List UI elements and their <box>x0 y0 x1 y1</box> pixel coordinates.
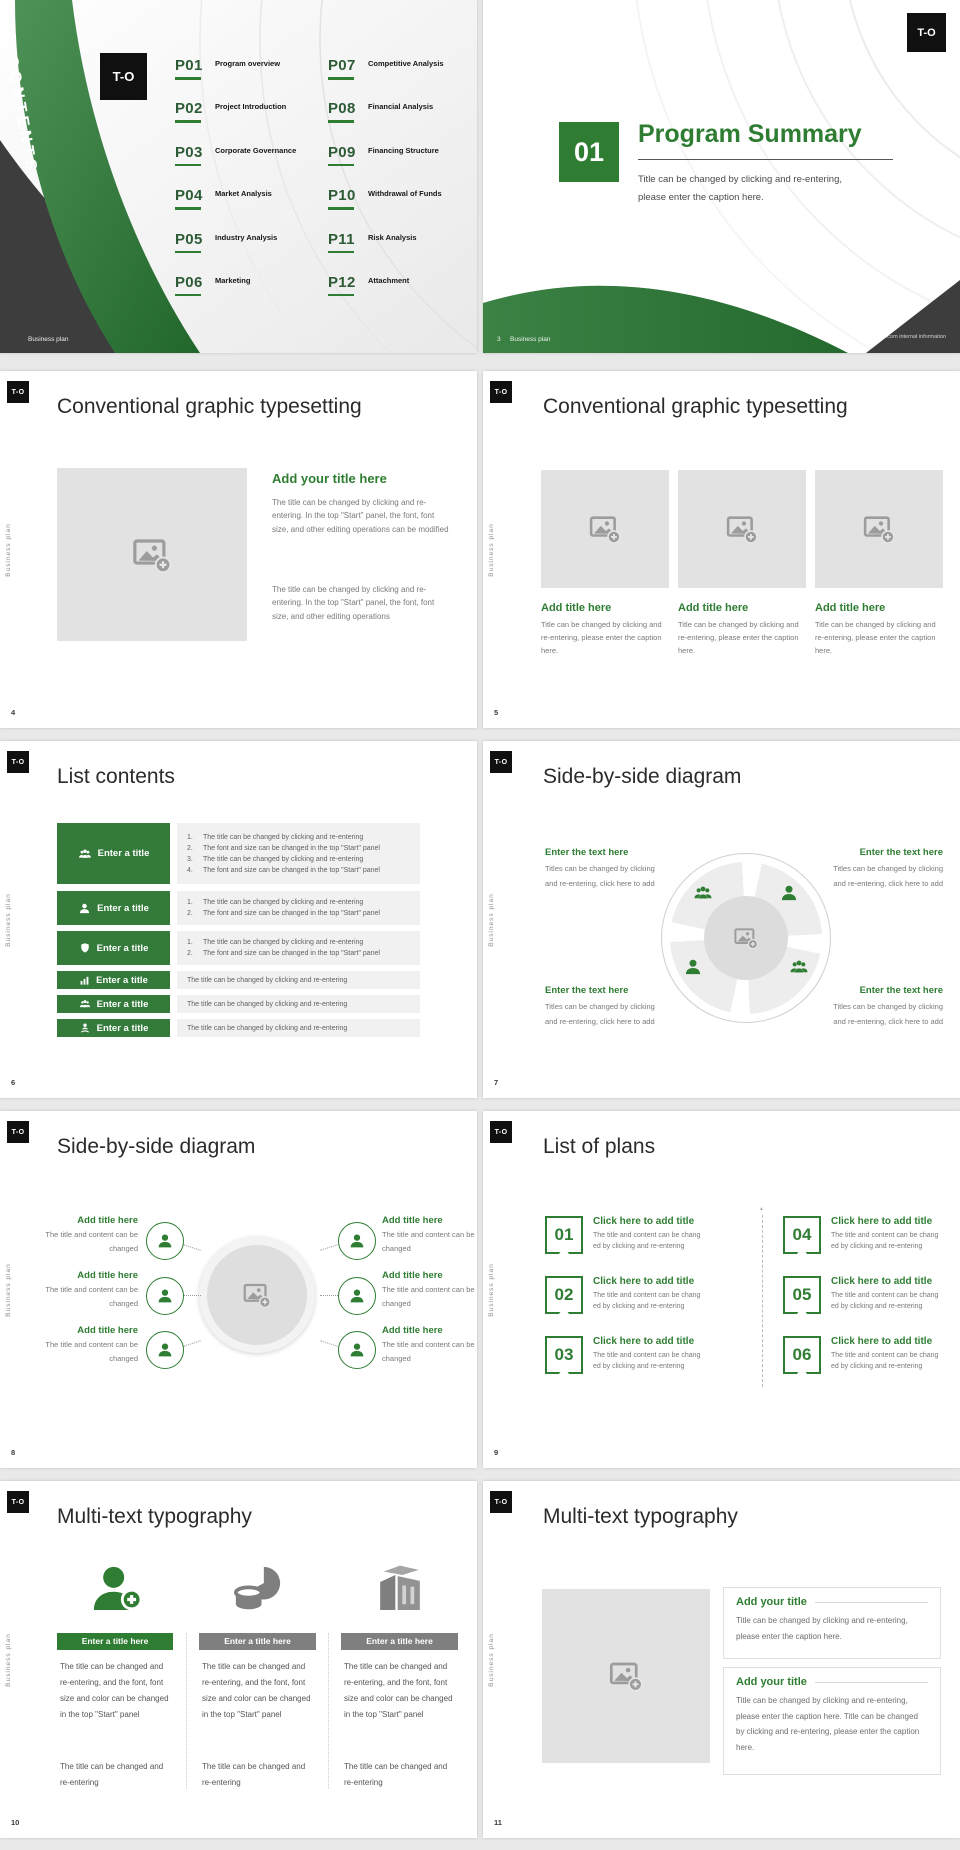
connector <box>320 1244 337 1251</box>
plan-item: Click here to add title The title and content can be chang ed by clicking and re-entering <box>593 1276 701 1311</box>
title-text-box-1 <box>723 1587 941 1659</box>
plan-number-badge: 02 <box>545 1276 583 1314</box>
list-button-service[interactable]: Enter a title <box>57 1019 170 1037</box>
column-paragraph-2: The title can be changed and re-entering <box>202 1762 306 1787</box>
section-footer-page: 3 <box>497 336 501 343</box>
page-number: 9 <box>494 1448 499 1457</box>
image-placeholder-icon <box>608 1658 644 1694</box>
card-heading: Add title here <box>815 602 886 614</box>
list-text-box: 1. The title can be changed by clicking and re-entering 2. The font and size can be changed in the top "Start" panel 3. The title can be changed by clicking and re-entering 4. The font and size can be changed in the top "Start" panel <box>177 823 420 884</box>
column-separator <box>328 1633 329 1789</box>
person-add-icon <box>88 1561 144 1617</box>
plan-number-badge: 05 <box>783 1276 821 1314</box>
image-placeholder-icon <box>588 512 622 546</box>
person-icon <box>156 1232 174 1250</box>
net-block-left-1: Add title here The title and content can be changed <box>45 1215 138 1253</box>
plan-item: Click here to add title The title and content can be chang ed by clicking and re-entering <box>831 1216 939 1251</box>
slide-title: Side-by-side diagram <box>57 1135 256 1158</box>
column-divider <box>762 1215 763 1387</box>
plan-item: Click here to add title The title and content can be chang ed by clicking and re-entering <box>831 1336 939 1371</box>
person-icon <box>348 1341 366 1359</box>
body-heading: Add your title here <box>272 471 387 486</box>
toc-item[interactable]: P03 Corporate Governance <box>175 144 325 187</box>
to-logo: T-O <box>490 1121 512 1143</box>
person-node <box>146 1331 184 1369</box>
list-button-chart[interactable]: Enter a title <box>57 971 170 989</box>
toc-item[interactable]: P02 Project Introduction <box>175 100 325 143</box>
slide-title: Side-by-side diagram <box>543 765 742 788</box>
slide-title: Conventional graphic typesetting <box>543 395 848 418</box>
plan-item: Click here to add title The title and content can be chang ed by clicking and re-entering <box>831 1276 939 1311</box>
person-icon <box>348 1287 366 1305</box>
group-icon <box>79 998 91 1010</box>
slide-typesetting-single[interactable] <box>0 371 477 728</box>
box-heading: Add your title <box>736 1596 807 1608</box>
image-placeholder <box>678 470 806 588</box>
card-caption: Title can be changed by clicking and re-entering, please enter the caption here. <box>678 620 799 655</box>
side-label: Business plan <box>5 1262 12 1317</box>
text-block-bottom-left: Enter the text here Titles can be changed by clicking and re-entering, click here to add <box>545 985 655 1026</box>
to-logo: T-O <box>490 1491 512 1513</box>
person-icon <box>156 1341 174 1359</box>
shield-icon <box>79 942 91 954</box>
section-title: Program Summary <box>638 120 862 148</box>
plan-number-badge: 06 <box>783 1336 821 1374</box>
plan-item: Click here to add title The title and content can be chang ed by clicking and re-entering <box>593 1336 701 1371</box>
toc-item[interactable]: P06 Marketing <box>175 274 325 317</box>
box-heading: Add your title <box>736 1676 807 1688</box>
net-block-right-3: Add title here The title and content can be changed <box>382 1325 475 1363</box>
center-circle <box>199 1237 315 1353</box>
column-title-bar[interactable]: Enter a title here <box>341 1633 458 1650</box>
toc-column-left <box>175 57 325 317</box>
list-button-person[interactable]: Enter a title <box>57 891 170 925</box>
image-placeholder <box>815 470 943 588</box>
image-placeholder-icon <box>131 534 173 576</box>
text-block-bottom-right: Enter the text here Titles can be changed by clicking and re-entering, click here to add <box>833 985 943 1026</box>
plan-item: Click here to add title The title and content can be chang ed by clicking and re-entering <box>593 1216 701 1251</box>
person-node <box>338 1331 376 1369</box>
heading-rule <box>815 1682 928 1683</box>
slide-multi-text-image[interactable] <box>483 1481 960 1838</box>
side-label: Business plan <box>5 522 12 577</box>
toc-item[interactable]: P01 Program overview <box>175 57 325 100</box>
page-number: 6 <box>11 1078 16 1087</box>
column-paragraph: The title can be changed and re-entering, and the font, font size and color can be changed in the top "Start" panel <box>60 1662 169 1719</box>
toc-item[interactable]: P09 Financing Structure <box>328 144 477 187</box>
person-icon <box>779 883 799 903</box>
page-number: 7 <box>494 1078 499 1087</box>
person-node <box>146 1222 184 1260</box>
toc-item[interactable]: P12 Attachment <box>328 274 477 317</box>
box-caption: Title can be changed by clicking and re-entering, please enter the caption here. Title can be changed by clicking and re-entering, please enter the caption here. <box>736 1696 920 1752</box>
to-logo: T-O <box>7 1121 29 1143</box>
image-placeholder <box>704 896 788 980</box>
slide-section-01[interactable] <box>483 0 960 353</box>
slide-title: Multi-text typography <box>57 1505 252 1528</box>
section-title-rule <box>638 159 893 160</box>
image-placeholder <box>57 468 247 641</box>
section-number-badge: 01 <box>559 122 619 182</box>
to-logo: T-O <box>7 381 29 403</box>
toc-item[interactable]: P10 Withdrawal of Funds <box>328 187 477 230</box>
image-placeholder-icon <box>862 512 896 546</box>
building-icon <box>372 1561 428 1617</box>
connector <box>320 1295 338 1296</box>
column-separator <box>186 1633 187 1789</box>
toc-column-right <box>328 57 477 317</box>
net-block-right-2: Add title here The title and content can be changed <box>382 1270 475 1308</box>
page-number: 10 <box>11 1818 20 1827</box>
slide-list-contents[interactable] <box>0 741 477 1098</box>
column-paragraph: The title can be changed and re-entering, and the font, font size and color can be changed in the top "Start" panel <box>202 1662 311 1719</box>
net-block-left-2: Add title here The title and content can be changed <box>45 1270 138 1308</box>
box-caption: Title can be changed by clicking and re-entering, please enter the caption here. <box>736 1616 908 1641</box>
person-icon <box>78 902 91 915</box>
slide-network-diagram[interactable] <box>0 1111 477 1468</box>
to-logo: T-O <box>490 751 512 773</box>
to-logo: T-O <box>7 751 29 773</box>
person-icon <box>348 1232 366 1250</box>
group-icon <box>789 957 809 977</box>
connector <box>183 1340 200 1347</box>
text-block-top-left: Enter the text here Titles can be changed by clicking and re-entering, click here to add <box>545 847 655 888</box>
person-node <box>338 1277 376 1315</box>
bar-chart-icon <box>79 975 90 986</box>
page-number: 4 <box>11 708 16 717</box>
person-node <box>338 1222 376 1260</box>
toc-item[interactable]: P11 Risk Analysis <box>328 231 477 274</box>
slide-list-of-plans[interactable] <box>483 1111 960 1468</box>
slide-multi-text-columns[interactable] <box>0 1481 477 1838</box>
net-block-right-1: Add title here The title and content can be changed <box>382 1215 475 1253</box>
card-caption: Title can be changed by clicking and re-entering, please enter the caption here. <box>815 620 936 655</box>
page-number: 5 <box>494 708 499 717</box>
connector <box>320 1340 337 1347</box>
column-paragraph: The title can be changed and re-entering, and the font, font size and color can be changed in the top "Start" panel <box>344 1662 453 1719</box>
team-icon <box>78 847 92 861</box>
slide-typesetting-three[interactable] <box>483 371 960 728</box>
image-placeholder-icon <box>733 925 759 951</box>
side-label: Business plan <box>5 1632 12 1687</box>
list-button-shield[interactable]: Enter a title <box>57 931 170 965</box>
page-number: 8 <box>11 1448 16 1457</box>
list-button-team[interactable]: Enter a title <box>57 823 170 884</box>
slide-circle-diagram[interactable] <box>483 741 960 1098</box>
column-title-bar[interactable]: Enter a title here <box>57 1633 173 1650</box>
side-label: Business plan <box>488 1262 495 1317</box>
list-button-group[interactable]: Enter a title <box>57 995 170 1013</box>
plan-number-badge: 03 <box>545 1336 583 1374</box>
title-text-box-2 <box>723 1667 941 1775</box>
toc-item[interactable]: P04 Market Analysis <box>175 187 325 230</box>
toc-item[interactable]: P05 Industry Analysis <box>175 231 325 274</box>
net-block-left-3: Add title here The title and content can be changed <box>45 1325 138 1363</box>
slide-cover-contents[interactable] <box>0 0 477 353</box>
connector <box>183 1295 201 1296</box>
to-logo: T-O <box>490 381 512 403</box>
person-icon <box>156 1287 174 1305</box>
image-placeholder <box>541 470 669 588</box>
column-paragraph-2: The title can be changed and re-entering <box>344 1762 448 1787</box>
body-paragraph-1: The title can be changed by clicking and re-entering. In the top "Start" panel, the font, font size, and other editing operations can be modified <box>272 498 449 534</box>
image-placeholder-icon <box>725 512 759 546</box>
section-caption: Title can be changed by clicking and re-entering, please enter the caption here. <box>638 174 843 204</box>
group-icon <box>693 883 713 903</box>
list-text-box: 1. The title can be changed by clicking and re-entering 2. The font and size can be changed in the top "Start" panel <box>177 931 420 965</box>
slide-title: Conventional graphic typesetting <box>57 395 362 418</box>
connector <box>183 1244 200 1251</box>
heading-rule <box>815 1602 928 1603</box>
toc-item[interactable]: P07 Competitive Analysis <box>328 57 477 100</box>
list-text-box: The title can be changed by clicking and re-entering <box>177 971 420 989</box>
card-heading: Add title here <box>678 602 749 614</box>
plan-number-badge: 01 <box>545 1216 583 1254</box>
side-label: Business plan <box>488 1632 495 1687</box>
to-logo: T-O <box>100 53 147 100</box>
image-placeholder-icon <box>242 1280 272 1310</box>
data-pie-icon <box>230 1561 286 1617</box>
to-logo: T-O <box>7 1491 29 1513</box>
slide-title: List of plans <box>543 1135 656 1158</box>
list-text-box: The title can be changed by clicking and re-entering <box>177 995 420 1013</box>
column-title-bar[interactable]: Enter a title here <box>199 1633 316 1650</box>
list-text-box: The title can be changed by clicking and re-entering <box>177 1019 420 1037</box>
card-caption: Title can be changed by clicking and re-entering, please enter the caption here. <box>541 620 662 655</box>
column-paragraph-2: The title can be changed and re-entering <box>60 1762 164 1787</box>
toc-item[interactable]: P08 Financial Analysis <box>328 100 477 143</box>
slide-title: List contents <box>57 765 175 788</box>
page-number: 11 <box>494 1818 502 1827</box>
text-block-top-right: Enter the text here Titles can be changed by clicking and re-entering, click here to add <box>833 847 943 888</box>
side-label: Business plan <box>5 892 12 947</box>
plan-number-badge: 04 <box>783 1216 821 1254</box>
to-logo: T-O <box>907 13 946 52</box>
section-footer-label: Business plan <box>510 336 551 343</box>
column-divider-marker: ▲ <box>759 1206 764 1212</box>
list-text-box: 1. The title can be changed by clicking and re-entering 2. The font and size can be changed in the top "Start" panel <box>177 891 420 925</box>
person-icon <box>683 957 703 977</box>
slide-title: Multi-text typography <box>543 1505 738 1528</box>
card-heading: Add title here <box>541 602 612 614</box>
cover-footer-label: Business plan <box>28 336 69 343</box>
image-placeholder <box>542 1589 710 1763</box>
body-paragraph-2: The title can be changed by clicking and re-entering. In the top "Start" panel, the font, font size, and other editing operations <box>272 585 435 621</box>
section-footer-right: www.colagogo.com internal information <box>850 334 946 340</box>
side-label: Business plan <box>488 522 495 577</box>
contents-vertical-title: CONTENTS <box>2 54 41 176</box>
person-node <box>146 1277 184 1315</box>
side-label: Business plan <box>488 892 495 947</box>
segmented-circle-diagram <box>661 853 831 1023</box>
service-icon <box>79 1022 91 1034</box>
